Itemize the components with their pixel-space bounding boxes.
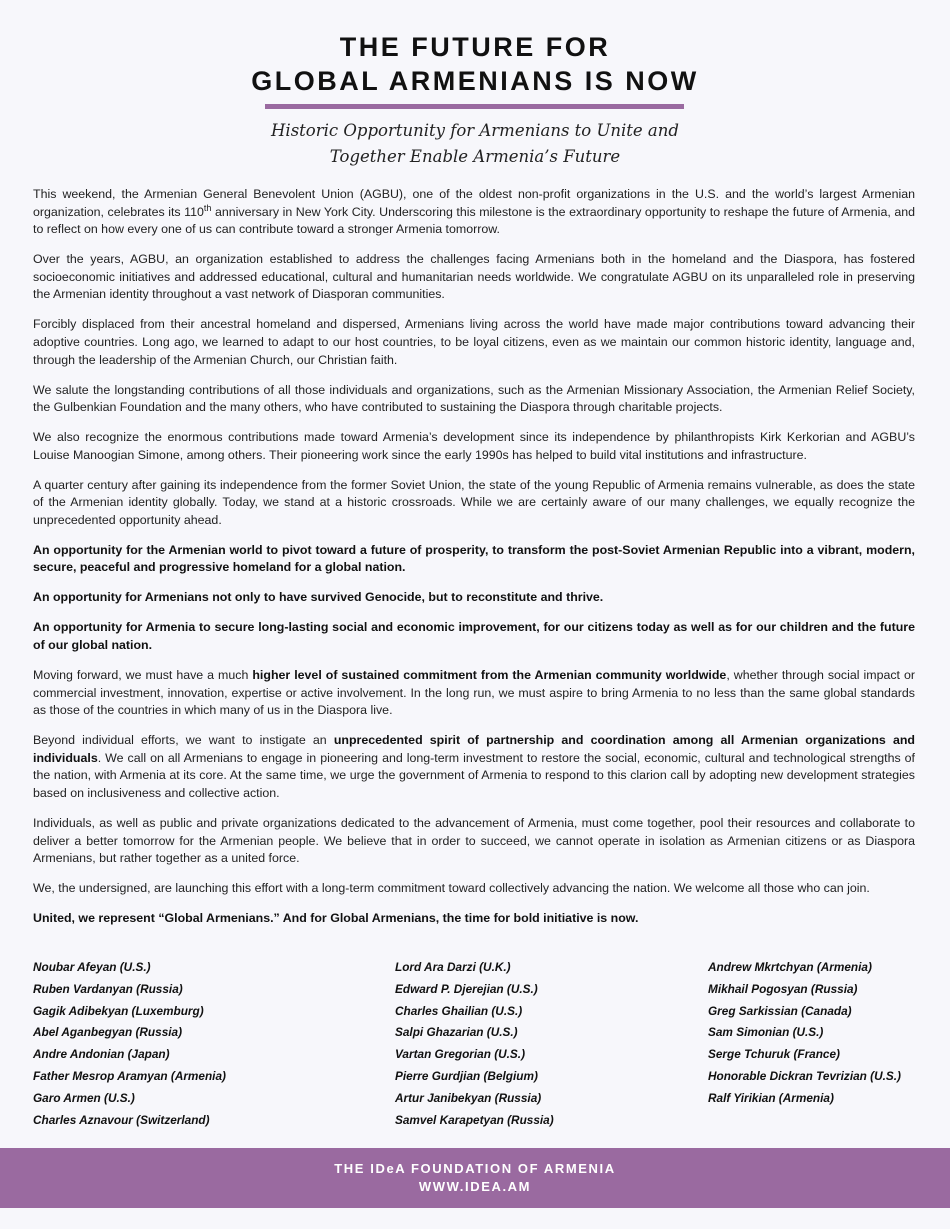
paragraph-1-text-b: anniversary in New York City. Underscoring this milestone is the extraordinary opportunity to reshape the future of Armenia, and to reflect on how every one of us can contribute toward a stronger Armenia tomorrow. — [33, 204, 915, 237]
signatories-column-3 — [708, 957, 901, 1110]
signatory: Ruben Vardanyan (Russia) — [33, 981, 183, 996]
page-title — [0, 30, 950, 98]
signatory: Gagik Adibekyan (Luxemburg) — [33, 1003, 204, 1018]
subtitle-line-2: Together Enable Armenia’s Future — [329, 147, 621, 166]
paragraph-6: A quarter century after gaining its independence from the former Soviet Union, the state of the young Republic of Armenia remains vulnerable, as does the state of the Armenian identity globally. Today, we stand at a historic crossroads. While we are certainly aware of our many challenges, we equally recognize the unprecedented opportunity ahead. — [33, 477, 915, 527]
title-underline-divider — [265, 104, 684, 109]
paragraph-7: An opportunity for the Armenian world to pivot toward a future of prosperity, to transform the post-Soviet Armenian Republic into a vibrant, modern, secure, peaceful and progressive homeland for a global nation. — [33, 542, 915, 575]
paragraph-9: An opportunity for Armenia to secure long-lasting social and economic improvement, for our citizens today as well as for our children and the future of our global nation. — [33, 620, 915, 652]
paragraph-8: An opportunity for Armenians not only to have survived Genocide, but to reconstitute and thrive. — [33, 590, 604, 605]
signatory: Garo Armen (U.S.) — [33, 1090, 135, 1105]
signatory: Greg Sarkissian (Canada) — [708, 1003, 852, 1018]
paragraph-13: We, the undersigned, are launching this effort with a long-term commitment toward collectively advancing the nation. We welcome all those who can join. — [33, 881, 870, 896]
signatory: Father Mesrop Aramyan (Armenia) — [33, 1068, 226, 1083]
paragraph-1-text-a: This weekend, the Armenian General Benevolent Union (AGBU), one of the oldest non-profit organizations in the U.S. and the world’s largest Armenian organization, celebrates its 110 — [33, 187, 915, 219]
paragraph-10-text-a: Moving forward, we must have a much — [33, 667, 253, 682]
signatory: Abel Aganbegyan (Russia) — [33, 1025, 183, 1040]
signatories-column-1 — [33, 957, 226, 1131]
signatory: Serge Tchuruk (France) — [708, 1047, 840, 1062]
signatory: Pierre Gurdjian (Belgium) — [395, 1068, 538, 1083]
signatory: Charles Aznavour (Switzerland) — [33, 1112, 210, 1127]
paragraph-12: Individuals, as well as public and private organizations dedicated to the advancement of Armenia, must come together, pool their resources and collaborate to deliver a better tomorrow for the Armenian people. We believe that in order to succeed, we cannot operate in isolation as Armenian citizens or as Diaspora Armenians, but rather together as a united force. — [33, 815, 915, 866]
website-link[interactable]: WWW.IDEA.AM — [418, 1179, 532, 1194]
signatory: Lord Ara Darzi (U.K.) — [395, 960, 511, 974]
signatory: Edward P. Djerejian (U.S.) — [395, 981, 538, 996]
signatory: Andrew Mkrtchyan (Armenia) — [708, 960, 872, 974]
signatory: Samvel Karapetyan (Russia) — [395, 1112, 554, 1127]
footer-banner — [0, 1148, 950, 1208]
signatory: Charles Ghailian (U.S.) — [395, 1003, 523, 1018]
subtitle-line-1: Historic Opportunity for Armenians to Unite and — [271, 121, 679, 140]
paragraph-1 — [33, 186, 915, 239]
signatory: Andre Andonian (Japan) — [33, 1047, 170, 1062]
paragraph-10-emphasis: higher level of sustained commitment from the Armenian community worldwide — [252, 667, 727, 682]
foundation-name: THE IDeA FOUNDATION OF ARMENIA — [334, 1161, 616, 1176]
letter-body — [33, 186, 915, 940]
paragraph-11-text-b: . We call on all Armenians to engage in pioneering and long-term investment to restore the social, economic, cultural and technological strengths of the nation, with Armenia at its core. At the same time, we urge the government of Armenia to respond to this clarion call by adopting new development strategies based on inclusiveness and collective action. — [33, 750, 915, 800]
signatory: Ralf Yirikian (Armenia) — [708, 1090, 834, 1105]
paragraph-4: We salute the longstanding contributions of all those individuals and organizations, such as the Armenian Missionary Association, the Armenian Relief Society, the Gulbenkian Foundation and the many others, who have contributed to sustaining the Diaspora through charitable projects. — [33, 382, 915, 415]
signatories-list — [33, 957, 933, 1137]
signatories-column-2 — [395, 957, 554, 1131]
signatory: Mikhail Pogosyan (Russia) — [708, 981, 858, 996]
paragraph-11-text-a: Beyond individual efforts, we want to instigate an — [33, 733, 334, 748]
paragraph-11-emphasis: unprecedented spirit of partnership and coordination among all Armenian organizations and individuals — [33, 733, 916, 765]
signatory: Artur Janibekyan (Russia) — [395, 1090, 542, 1105]
signatory: Sam Simonian (U.S.) — [708, 1025, 824, 1040]
title-line-1: THE FUTURE FOR — [339, 32, 611, 62]
paragraph-10-text-b: , whether through social impact or commercial investment, innovation, expertise or active involvement. In the long run, we must aspire to bring Armenia to no less than the same global standards as those of the countries in which many of us in the Diaspora live. — [33, 667, 915, 718]
paragraph-2: Over the years, AGBU, an organization established to address the challenges facing Armenians both in the homeland and the Diaspora, has fostered socioeconomic initiatives and addressed educational, cultural and humanitarian needs worldwide. We congratulate AGBU on its unparalleled role in preserving the Armenian identity throughout a vast network of Diasporan communities. — [33, 252, 915, 302]
paragraph-5: We also recognize the enormous contributions made toward Armenia’s development since its independence by philanthropists Kirk Kerkorian and AGBU’s Louise Manoogian Simone, among others. Their pioneering work since the early 1990s has helped to build vital institutions and infrastructure. — [33, 430, 915, 462]
paragraph-3: Forcibly displaced from their ancestral homeland and dispersed, Armenians living across the world have made major contributions toward advancing their adoptive countries. Long ago, we learned to adapt to our host countries, to be loyal citizens, even as we maintain our common historic identity, language and, through the leadership of the Armenian Church, our Christian faith. — [33, 317, 915, 367]
title-line-2: GLOBAL ARMENIANS IS NOW — [251, 66, 699, 96]
ordinal-suffix: th — [203, 202, 212, 213]
signatory: Salpi Ghazarian (U.S.) — [395, 1025, 518, 1040]
signatory: Honorable Dickran Tevrizian (U.S.) — [708, 1068, 901, 1083]
paragraph-14: United, we represent “Global Armenians.” And for Global Armenians, the time for bold initiative is now. — [33, 911, 639, 926]
signatory: Noubar Afeyan (U.S.) — [33, 960, 151, 974]
signatory: Vartan Gregorian (U.S.) — [395, 1047, 526, 1062]
paragraph-10 — [33, 667, 915, 720]
subtitle — [0, 118, 950, 170]
paragraph-11 — [33, 732, 915, 802]
